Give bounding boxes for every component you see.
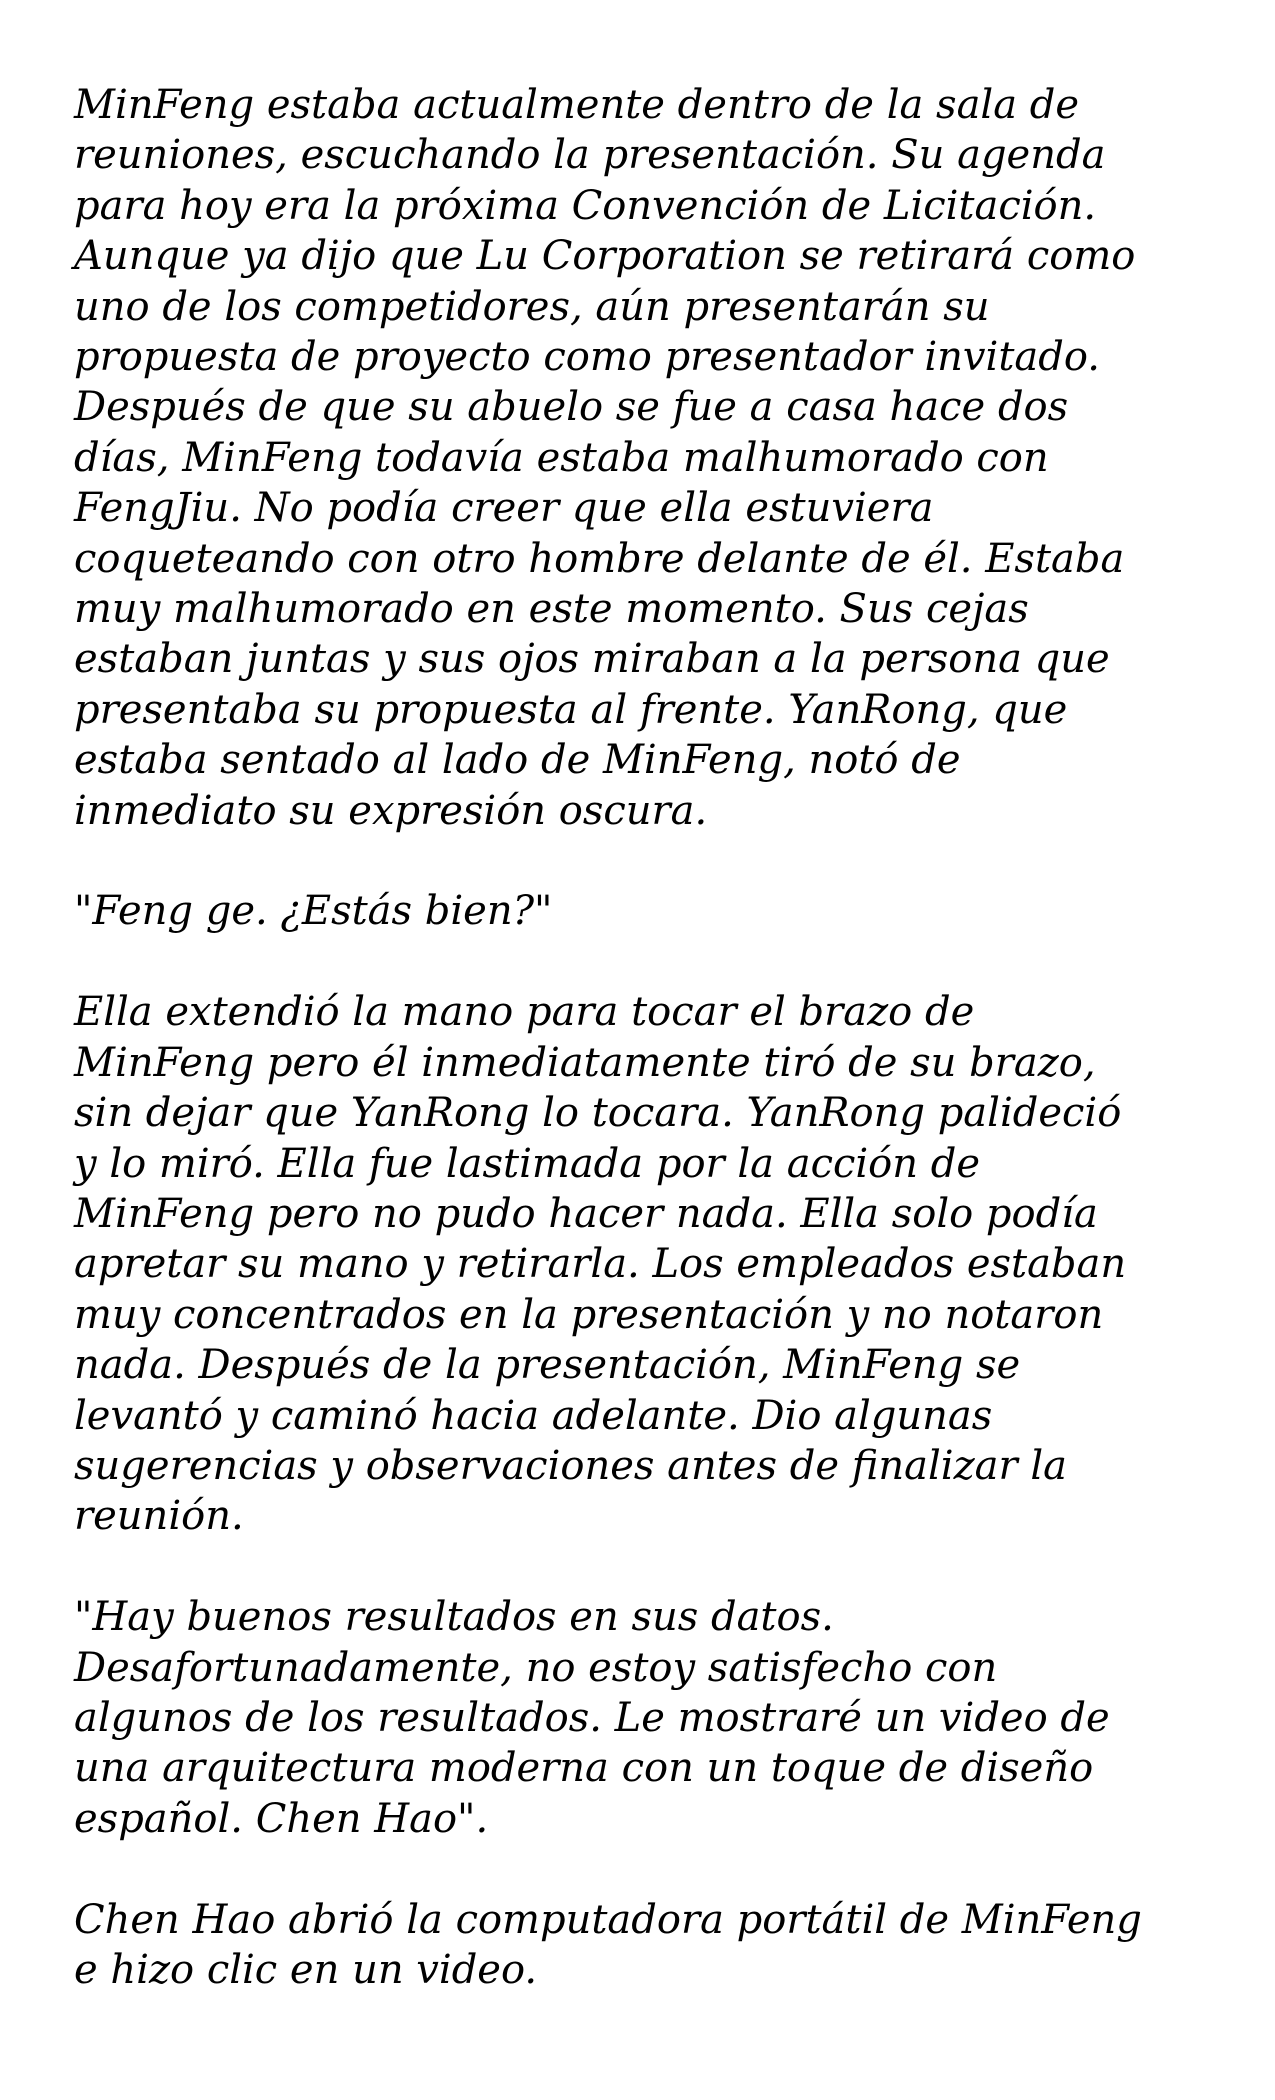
text-line: uno de los competidores, aún presentarán su: [74, 283, 990, 330]
text-line: inmediato su expresión oscura.: [74, 787, 708, 834]
paragraph-3: [74, 987, 1224, 1541]
paragraph-2: [74, 886, 1224, 936]
dialogue-line: una arquitectura moderna con un toque de diseño: [74, 1745, 1094, 1792]
paragraph-5: [74, 1895, 1224, 1996]
text-line: Chen Hao abrió la computadora portátil de MinFeng: [74, 1896, 1142, 1943]
text-line: para hoy era la próxima Convención de Licitación.: [74, 182, 1097, 229]
text-line: estaba sentado al lado de MinFeng, notó de: [74, 737, 961, 784]
text-line: MinFeng pero no pudo hacer nada. Ella solo podía: [74, 1190, 1098, 1237]
text-line: días, MinFeng todavía estaba malhumorado con: [74, 434, 1049, 481]
text-line: MinFeng estaba actualmente dentro de la sala de: [74, 82, 1080, 128]
text-line: propuesta de proyecto como presentador invitado.: [74, 334, 1100, 381]
text-line: levantó y caminó hacia adelante. Dio algunas: [74, 1392, 993, 1439]
text-line: Ella extendió la mano para tocar el brazo de: [74, 989, 975, 1036]
text-line: reuniones, escuchando la presentación. Su agenda: [74, 132, 1106, 179]
dialogue-line: algunos de los resultados. Le mostraré un video de: [74, 1694, 1110, 1741]
dialogue-line: "Feng ge. ¿Estás bien?": [74, 888, 553, 935]
text-line: apretar su mano y retirarla. Los empleados estaban: [74, 1241, 1127, 1288]
paragraph-1: [74, 80, 1224, 836]
text-line: muy concentrados en la presentación y no notaron: [74, 1291, 1104, 1338]
text-line: coqueteando con otro hombre delante de él. Estaba: [74, 535, 1125, 582]
dialogue-line: español. Chen Hao".: [74, 1795, 489, 1842]
dialogue-line: "Hay buenos resultados en sus datos.: [74, 1594, 834, 1641]
text-line: muy malhumorado en este momento. Sus cejas: [74, 586, 1029, 633]
paragraph-4: [74, 1592, 1224, 1844]
text-line: sin dejar que YanRong lo tocara. YanRong palideció: [74, 1090, 1122, 1137]
text-line: e hizo clic en un video.: [74, 1946, 538, 1993]
text-line: nada. Después de la presentación, MinFeng se: [74, 1342, 1021, 1389]
dialogue-line: Desafortunadamente, no estoy satisfecho con: [74, 1644, 998, 1691]
text-line: y lo miró. Ella fue lastimada por la acción de: [74, 1140, 980, 1187]
text-line: Aunque ya dijo que Lu Corporation se retirará como: [74, 233, 1136, 280]
document-body: [74, 80, 1224, 2046]
text-line: estaban juntas y sus ojos miraban a la persona que: [74, 636, 1110, 683]
text-line: Después de que su abuelo se fue a casa hace dos: [74, 384, 1069, 431]
text-line: FengJiu. No podía creer que ella estuviera: [74, 485, 934, 532]
text-line: reunión.: [74, 1493, 244, 1540]
text-line: MinFeng pero él inmediatamente tiró de su brazo,: [74, 1039, 1096, 1086]
text-line: sugerencias y observaciones antes de finalizar la: [74, 1442, 1067, 1489]
text-line: presentaba su propuesta al frente. YanRong, que: [74, 686, 1068, 733]
